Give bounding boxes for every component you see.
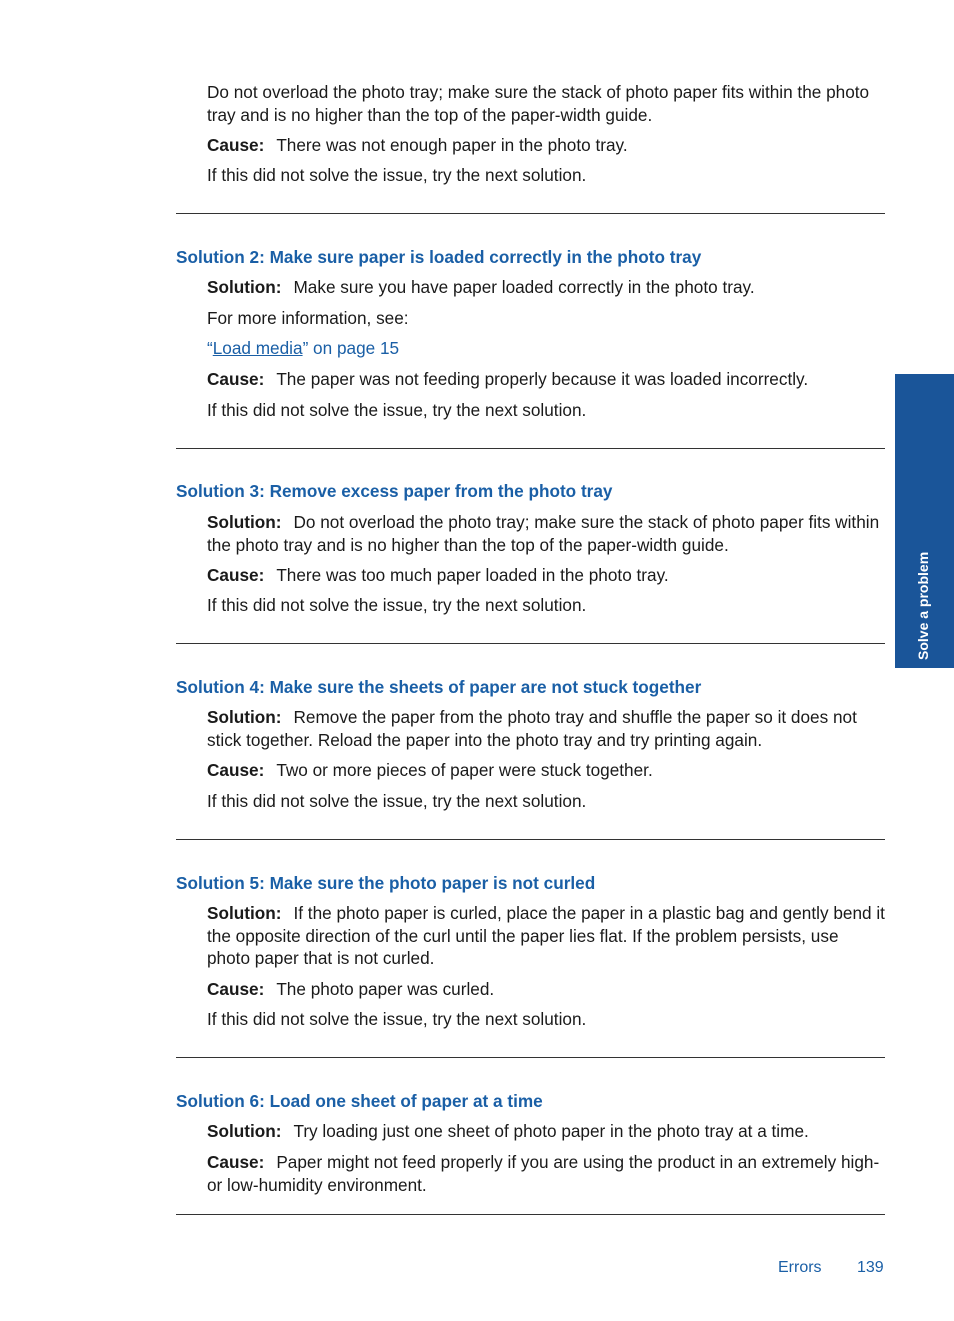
- cause-label: Cause:: [207, 565, 265, 585]
- cause-text: There was too much paper loaded in the photo tray.: [276, 565, 669, 585]
- link-text[interactable]: Load media: [212, 338, 303, 358]
- intro-next: If this did not solve the issue, try the next solution.: [207, 165, 587, 185]
- divider: [176, 213, 885, 214]
- solution-5-next: If this did not solve the issue, try the next solution.: [207, 1009, 587, 1029]
- solution-text: Do not overload the photo tray; make sure the stack of photo paper fits within the photo tray and is no higher than the top of the paper-width guide.: [207, 512, 880, 555]
- cause-label: Cause:: [207, 135, 265, 155]
- solution-6-cause: [207, 1151, 885, 1196]
- solution-3-next: If this did not solve the issue, try the next solution.: [207, 595, 587, 615]
- cause-label: Cause:: [207, 760, 265, 780]
- link-quote-open: “: [207, 338, 213, 358]
- cause-text: Paper might not feed properly if you are using the product in an extremely high- or low-humidity environment.: [207, 1152, 880, 1195]
- solution-label: Solution:: [207, 903, 282, 923]
- load-media-link[interactable]: [207, 337, 885, 360]
- solution-text: Remove the paper from the photo tray and shuffle the paper so it does not stick together. Reload the paper into the photo tray and try printing again.: [207, 707, 857, 750]
- chapter-side-tab: [895, 374, 954, 668]
- footer-section: Errors: [778, 1259, 822, 1276]
- solution-2-cause: [207, 368, 885, 391]
- intro-paragraph: Do not overload the photo tray; make sure the stack of photo paper fits within the photo tray and is no higher than the top of the paper-width guide.: [207, 82, 870, 125]
- divider: [176, 643, 885, 644]
- solution-text: If the photo paper is curled, place the paper in a plastic bag and gently bend it the opposite direction of the curl until the paper lies flat. If the problem persists, use photo paper that is not curled.: [207, 903, 885, 968]
- solution-4-cause: [207, 759, 885, 782]
- solution-4-next: If this did not solve the issue, try the next solution.: [207, 791, 587, 811]
- solution-6-heading: Solution 6: Load one sheet of paper at a time: [176, 1091, 543, 1111]
- cause-label: Cause:: [207, 979, 265, 999]
- solution-2-more-info: For more information, see:: [207, 308, 409, 328]
- solution-5-cause: [207, 978, 885, 1001]
- solution-6-solution: [207, 1120, 885, 1143]
- solution-5-heading: Solution 5: Make sure the photo paper is not curled: [176, 873, 596, 893]
- solution-3-heading: Solution 3: Remove excess paper from the photo tray: [176, 481, 613, 501]
- solution-label: Solution:: [207, 1121, 282, 1141]
- divider: [176, 1057, 885, 1058]
- cause-label: Cause:: [207, 369, 265, 389]
- solution-label: Solution:: [207, 707, 282, 727]
- solution-5-solution: [207, 902, 885, 970]
- solution-4-heading: Solution 4: Make sure the sheets of paper are not stuck together: [176, 677, 702, 697]
- cause-text: The photo paper was curled.: [276, 979, 495, 999]
- divider: [176, 448, 885, 449]
- solution-3-solution: [207, 511, 885, 556]
- cause-text: There was not enough paper in the photo tray.: [276, 135, 628, 155]
- solution-3-cause: [207, 564, 885, 587]
- page-number: 139: [857, 1259, 884, 1276]
- solution-label: Solution:: [207, 277, 282, 297]
- cause-text: The paper was not feeding properly because it was loaded incorrectly.: [276, 369, 809, 389]
- solution-2-heading: Solution 2: Make sure paper is loaded correctly in the photo tray: [176, 247, 702, 267]
- solution-2-next: If this did not solve the issue, try the next solution.: [207, 400, 587, 420]
- divider: [176, 1214, 885, 1215]
- solution-text: Try loading just one sheet of photo paper in the photo tray at a time.: [293, 1121, 809, 1141]
- solution-4-solution: [207, 706, 885, 751]
- side-tab-label: Solve a problem: [914, 551, 931, 660]
- cause-label: Cause:: [207, 1152, 265, 1172]
- intro-cause: [207, 134, 885, 157]
- solution-label: Solution:: [207, 512, 282, 532]
- cause-text: Two or more pieces of paper were stuck together.: [276, 760, 653, 780]
- link-page-ref: ” on page 15: [302, 338, 400, 358]
- solution-2-solution: [207, 276, 885, 299]
- divider: [176, 839, 885, 840]
- solution-text: Make sure you have paper loaded correctly in the photo tray.: [293, 277, 755, 297]
